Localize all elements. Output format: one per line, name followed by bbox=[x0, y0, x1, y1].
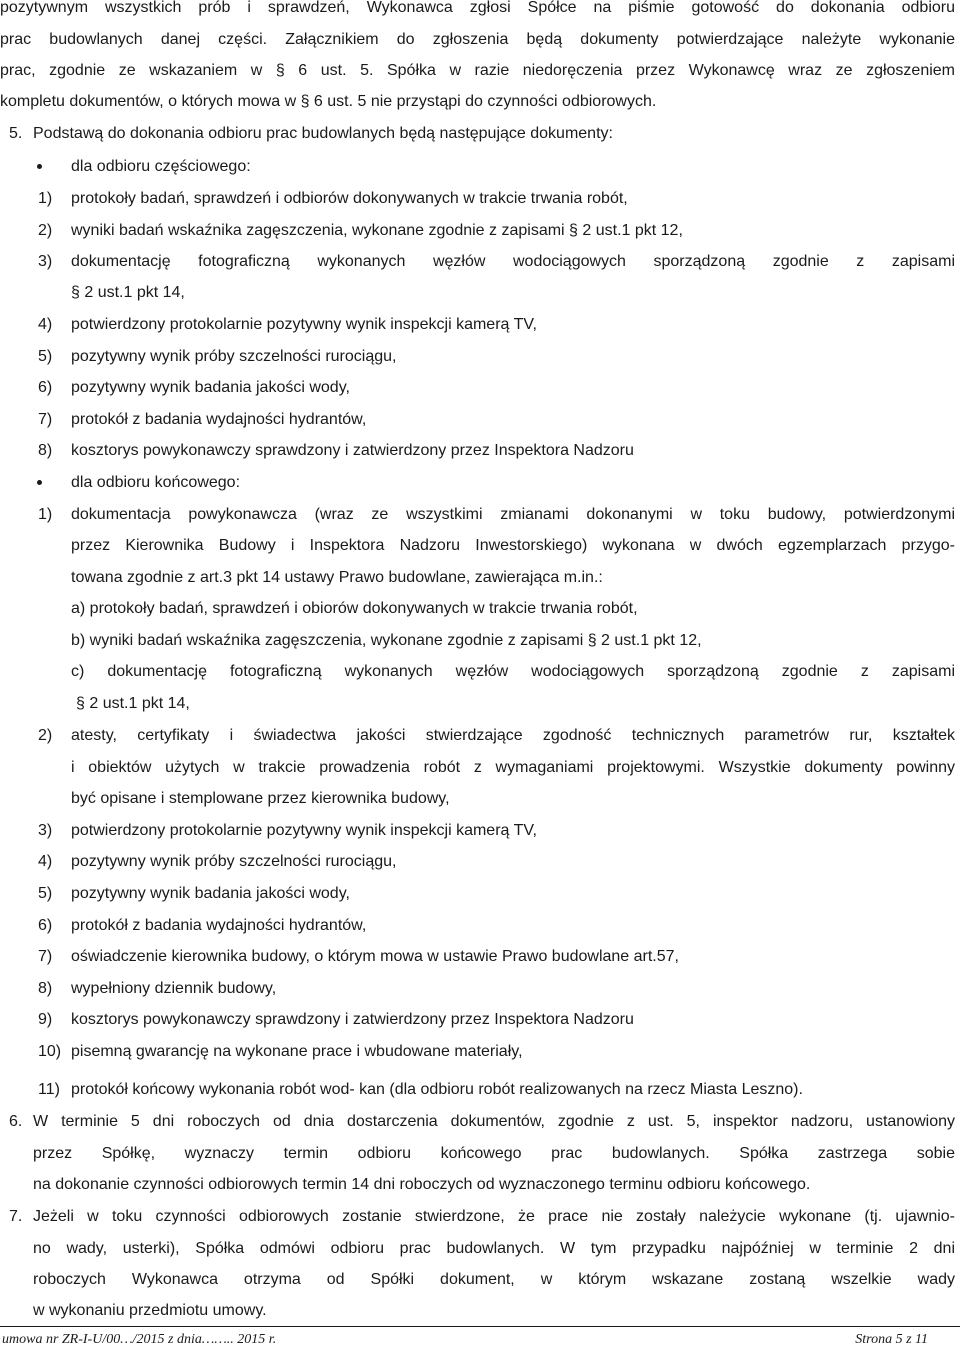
item-number: 6) bbox=[38, 379, 53, 396]
bullet bbox=[37, 164, 42, 169]
list-item: kosztorys powykonawczy sprawdzony i zatwierdzony przez Inspektora Nadzoru bbox=[71, 442, 634, 459]
item-number: 11) bbox=[38, 1081, 60, 1098]
section-5-number: 5. bbox=[9, 125, 23, 142]
list-item: protokół z badania wydajności hydrantów, bbox=[71, 917, 367, 934]
list-item: § 2 ust.1 pkt 14, bbox=[71, 284, 185, 301]
list-item: atesty, certyfikaty i świadectwa jakości stwierdzające zgodność technicznych parametrów rur, kształtek bbox=[71, 727, 955, 744]
list-item: wypełniony dziennik budowy, bbox=[71, 980, 277, 997]
list-item: dokumentacja powykonawcza (wraz ze wszystkimi zmianami dokonanymi w toku budowy, potwierdzonymi bbox=[71, 506, 955, 523]
item-number: 10) bbox=[38, 1043, 62, 1060]
list-item: pozytywny wynik badania jakości wody, bbox=[71, 379, 350, 396]
partial-heading: dla odbioru częściowego: bbox=[71, 158, 251, 175]
list-item: pozytywny wynik próby szczelności rurociągu, bbox=[71, 853, 397, 870]
item-number: 3) bbox=[38, 822, 53, 839]
item-number: 1) bbox=[38, 506, 53, 523]
item-number: 2) bbox=[38, 222, 53, 239]
intro-line: pozytywnym wszystkich prób i sprawdzeń, Wykonawca zgłosi Spółce na piśmie gotowość do dokonania odbioru bbox=[0, 0, 955, 16]
item-number: 8) bbox=[38, 980, 53, 997]
section-5-text: Podstawą do dokonania odbioru prac budowlanych będą następujące dokumenty: bbox=[33, 125, 613, 142]
list-item: wyniki badań wskaźnika zagęszczenia, wykonane zgodnie z zapisami § 2 ust.1 pkt 12, bbox=[71, 222, 683, 239]
item-number: 9) bbox=[38, 1011, 53, 1028]
footer-page-number: Strona 5 z 11 bbox=[855, 1332, 928, 1347]
list-item: przez Kierownika Budowy i Inspektora Nadzoru Inwestorskiego) wykonana w dwóch egzemplarzach przygo- bbox=[71, 537, 955, 554]
sub-item: b) wyniki badań wskaźnika zagęszczenia, wykonane zgodnie z zapisami § 2 ust.1 pkt 12, bbox=[71, 632, 702, 649]
sub-item: § 2 ust.1 pkt 14, bbox=[76, 695, 190, 712]
item-number: 4) bbox=[38, 853, 53, 870]
item-number: 3) bbox=[38, 253, 53, 270]
item-number: 1) bbox=[38, 190, 53, 207]
section-7-line: Jeżeli w toku czynności odbiorowych zostanie stwierdzone, że prace nie zostały należycie wykonane (tj. ujawnio- bbox=[33, 1208, 955, 1225]
section-6-line: przez Spółkę, wyznaczy termin odbioru końcowego prac budowlanych. Spółka zastrzega sobie bbox=[33, 1145, 955, 1162]
list-item: potwierdzony protokolarnie pozytywny wynik inspekcji kamerą TV, bbox=[71, 316, 537, 333]
item-number: 6) bbox=[38, 917, 53, 934]
item-number: 5) bbox=[38, 885, 53, 902]
list-item: protokoły badań, sprawdzeń i odbiorów dokonywanych w trakcie trwania robót, bbox=[71, 190, 628, 207]
list-item: kosztorys powykonawczy sprawdzony i zatwierdzony przez Inspektora Nadzoru bbox=[71, 1011, 634, 1028]
item-number: 7) bbox=[38, 411, 53, 428]
item-number: 2) bbox=[38, 727, 53, 744]
section-7-line: no wady, usterki), Spółka odmówi odbioru prac budowlanych. W tym przypadku najpóźniej w terminie 2 dni bbox=[33, 1240, 955, 1257]
intro-line: kompletu dokumentów, o których mowa w § 6 ust. 5 nie przystąpi do czynności odbiorowych. bbox=[0, 93, 657, 110]
list-item: być opisane i stemplowane przez kierownika budowy, bbox=[71, 790, 450, 807]
sub-item: c) dokumentację fotograficzną wykonanych węzłów wodociągowych sporządzoną zgodnie z zapisami bbox=[71, 663, 955, 680]
list-item: pisemną gwarancję na wykonane prace i wbudowane materiały, bbox=[71, 1043, 523, 1060]
section-7-line: w wykonaniu przedmiotu umowy. bbox=[33, 1302, 267, 1319]
item-number: 4) bbox=[38, 316, 53, 333]
section-7-line: roboczych Wykonawca otrzyma od Spółki dokument, w którym wskazane zostaną wszelkie wady bbox=[33, 1271, 955, 1288]
intro-line: prac budowlanych danej części. Załącznikiem do zgłoszenia będą dokumenty potwierdzające należyte wykonanie bbox=[0, 31, 955, 48]
section-7-number: 7. bbox=[9, 1208, 23, 1225]
item-number: 7) bbox=[38, 948, 53, 965]
list-item: pozytywny wynik próby szczelności rurociągu, bbox=[71, 348, 397, 365]
list-item: i obiektów użytych w trakcie prowadzenia robót z wymaganiami projektowymi. Wszystkie dokumenty powinny bbox=[71, 759, 955, 776]
list-item: towana zgodnie z art.3 pkt 14 ustawy Prawo budowlane, zawierająca m.in.: bbox=[71, 569, 603, 586]
list-item: protokół końcowy wykonania robót wod- kan (dla odbioru robót realizowanych na rzecz Miasta Leszno). bbox=[71, 1081, 803, 1098]
list-item: pozytywny wynik badania jakości wody, bbox=[71, 885, 350, 902]
bullet bbox=[37, 480, 42, 485]
intro-line: prac, zgodnie ze wskazaniem w § 6 ust. 5. Spółka w razie niedoręczenia przez Wykonawcę wraz ze zgłoszeniem bbox=[0, 62, 955, 79]
section-6-line: na dokonanie czynności odbiorowych termin 14 dni roboczych od wyznaczonego terminu odbioru końcowego. bbox=[33, 1176, 811, 1193]
section-6-line: W terminie 5 dni roboczych od dnia dostarczenia dokumentów, zgodnie z ust. 5, inspektor nadzoru, ustanowiony bbox=[33, 1113, 955, 1130]
section-6-number: 6. bbox=[9, 1113, 23, 1130]
list-item: dokumentację fotograficzną wykonanych węzłów wodociągowych sporządzoną zgodnie z zapisami bbox=[71, 253, 955, 270]
item-number: 8) bbox=[38, 442, 53, 459]
footer-rule bbox=[0, 1326, 960, 1327]
list-item: potwierdzony protokolarnie pozytywny wynik inspekcji kamerą TV, bbox=[71, 822, 537, 839]
list-item: protokół z badania wydajności hydrantów, bbox=[71, 411, 367, 428]
final-heading: dla odbioru końcowego: bbox=[71, 474, 241, 491]
item-number: 5) bbox=[38, 348, 53, 365]
footer-contract-number: umowa nr ZR-I-U/00…/2015 z dnia…….. 2015 r. bbox=[2, 1332, 277, 1347]
sub-item: a) protokoły badań, sprawdzeń i obiorów dokonywanych w trakcie trwania robót, bbox=[71, 600, 638, 617]
list-item: oświadczenie kierownika budowy, o którym mowa w ustawie Prawo budowlane art.57, bbox=[71, 948, 679, 965]
